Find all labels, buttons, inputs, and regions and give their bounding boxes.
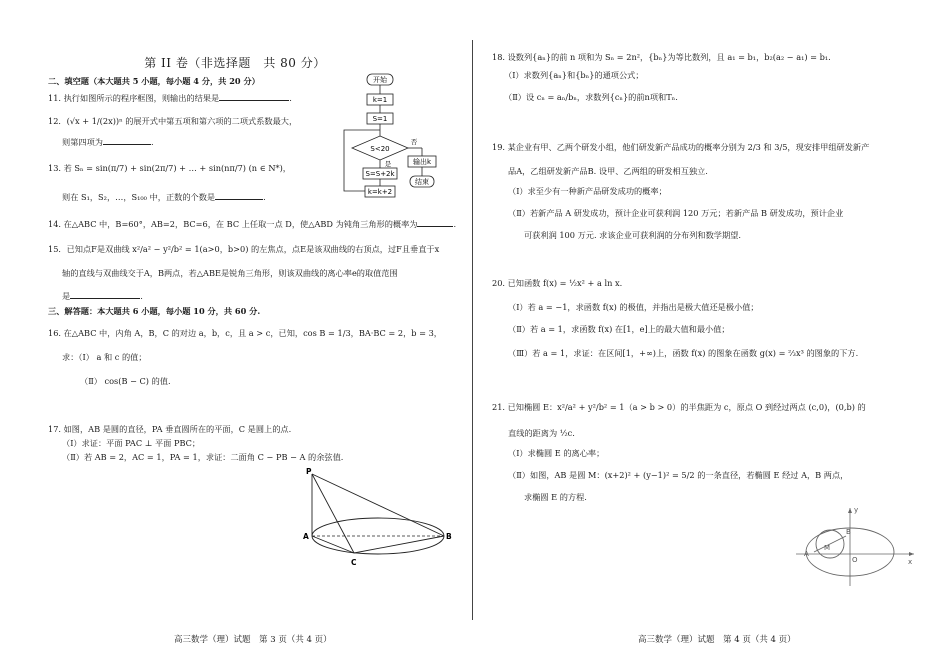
question-20-line2: （Ⅰ）若 a = −1，求函数 f(x) 的极值，并指出是极大值还是极小值； xyxy=(508,302,759,312)
answer-blank-14[interactable] xyxy=(417,218,453,227)
flowchart-output-label: 输出k xyxy=(412,158,432,166)
section-3-heading: 三、解答题：本大题共 6 小题，每小题 10 分，共 60 分. xyxy=(48,306,261,316)
point-label-a: A xyxy=(804,550,809,558)
axis-label-x: x xyxy=(908,558,913,566)
question-21-line4: （Ⅱ）如图，AB 是圆 M：(x+2)² + (y−1)² = 5/2 的一条直径，若椭圆 E 经过 A，B 两点， xyxy=(508,470,849,480)
question-18-line2: （Ⅰ）求数列{aₙ}和{bₙ}的通项公式； xyxy=(504,70,644,80)
flowchart-end-label: 结束 xyxy=(415,178,429,186)
question-19-line3: （Ⅰ）求至少有一种新产品研发成功的概率； xyxy=(508,186,667,196)
question-21-line1: 21. 已知椭圆 E：x²/a² + y²/b² = 1（a > b > 0）的半焦距为 c，原点 O 到经过两点 (c,0)，(0,b) 的 xyxy=(492,402,866,412)
question-16-line1: 16. 在△ABC 中，内角 A，B，C 的对边 a，b，c，且 a > c，已知，cos B = 1/3，BA·BC = 2，b = 3， xyxy=(48,328,442,338)
answer-blank-11[interactable] xyxy=(219,92,289,101)
page-divider xyxy=(472,40,473,620)
question-21-line2: 直线的距离为 ½c. xyxy=(508,428,575,438)
question-15-line2: 轴的直线与双曲线交于A，B两点，若△ABE是锐角三角形，则该双曲线的离心率e的取值范围 xyxy=(62,268,398,278)
flowchart-init-s-label: S=1 xyxy=(372,115,388,123)
question-18-line3: （Ⅱ）设 cₙ = aₙ/bₙ，求数列{cₙ}的前n项和Tₙ. xyxy=(504,92,678,102)
page-footer-left: 高三数学（理）试题 第 3 页（共 4 页） xyxy=(174,635,332,645)
question-19-line1: 19. 某企业有甲、乙两个研发小组，他们研发新产品成功的概率分别为 2/3 和 3/5，现安排甲组研发新产 xyxy=(492,142,870,152)
point-label-b: B xyxy=(846,528,851,536)
ellipse-figure-21 xyxy=(790,500,920,592)
question-16-line2: 求：（Ⅰ） a 和 c 的值； xyxy=(62,352,147,362)
question-20-line1: 20. 已知函数 f(x) = ½x² + a ln x. xyxy=(492,278,623,288)
flowchart-no-label: 否 xyxy=(410,138,418,146)
geometry-figure-17 xyxy=(298,466,458,574)
section-title: 第 II 卷（非选择题 共 80 分） xyxy=(144,56,326,70)
flowchart-init-k-label: k=1 xyxy=(372,96,388,104)
answer-blank-12[interactable] xyxy=(103,136,151,145)
question-12-line2: 则第四项为 . xyxy=(62,137,154,147)
question-13-line1: 13. 若 Sₙ = sin(π/7) + sin(2π/7) + … + sin(nπ/7) (n ∈ N*)， xyxy=(48,163,291,173)
question-11: 11. 执行如图所示的程序框图，则输出的结果是 . xyxy=(48,93,292,103)
question-14: 14. 在△ABC 中，B=60°，AB=2，BC=6，在 BC 上任取一点 D，使△ABD 为钝角三角形的概率为 . xyxy=(48,219,457,229)
axis-label-y: y xyxy=(854,506,859,514)
point-label-b: B xyxy=(446,532,452,541)
point-label-c: C xyxy=(351,558,357,567)
question-18-line1: 18. 设数列{aₙ}的前 n 项和为 Sₙ = 2n²，{bₙ}为等比数列，且 a₁ = b₁，b₂(a₂ − a₁) = b₁. xyxy=(492,52,831,62)
question-21-line3: （Ⅰ）求椭圆 E 的离心率； xyxy=(508,448,605,458)
circle-center-label: M xyxy=(824,544,831,552)
origin-label: O xyxy=(852,556,858,564)
point-label-p: P xyxy=(306,467,312,476)
flowchart-yes-label: 是 xyxy=(384,160,392,168)
question-17-line2: （Ⅰ）求证：平面 PAC ⊥ 平面 PBC； xyxy=(62,438,201,448)
flowchart-update-k-label: k=k+2 xyxy=(367,188,393,196)
question-21-line5: 求椭圆 E 的方程. xyxy=(524,492,587,502)
question-15-line3: 是 . xyxy=(62,291,143,301)
answer-blank-13[interactable] xyxy=(215,191,263,200)
flowchart-condition-label: S<20 xyxy=(370,145,390,153)
question-19-line4: （Ⅱ）若新产品 A 研发成功，预计企业可获利润 120 万元；若新产品 B 研发成功，预计企业 xyxy=(508,208,844,218)
exam-page-4 xyxy=(478,0,950,672)
program-flowchart xyxy=(336,70,446,202)
page-footer-right: 高三数学（理）试题 第 4 页（共 4 页） xyxy=(638,635,796,645)
flowchart-start-label: 开始 xyxy=(373,76,387,84)
question-19-line5: 可获利润 100 万元. 求该企业可获利润的分布列和数学期望. xyxy=(524,230,741,240)
section-2-heading: 二、填空题（本大题共 5 小题，每小题 4 分，共 20 分） xyxy=(48,76,260,86)
question-19-line2: 品A，乙组研发新产品B. 设甲、乙两组的研发相互独立. xyxy=(508,166,708,176)
question-17-line3: （Ⅱ）若 AB = 2，AC = 1，PA = 1，求证：二面角 C − PB − A 的余弦值. xyxy=(62,452,344,462)
question-17-line1: 17. 如图，AB 是圆的直径，PA 垂直圆所在的平面，C 是圆上的点. xyxy=(48,424,292,434)
question-13-line2: 则在 S₁，S₂，…，S₁₀₀ 中，正数的个数是 . xyxy=(62,192,266,202)
question-12-line1: 12．(√x + 1/(2x))ⁿ 的展开式中第五项和第六项的二项式系数最大， xyxy=(48,116,298,126)
exam-page-3 xyxy=(0,0,470,672)
point-label-a: A xyxy=(303,532,309,541)
question-20-line3: （Ⅱ）若 a = 1，求函数 f(x) 在[1，e]上的最大值和最小值； xyxy=(508,324,730,334)
question-20-line4: （Ⅲ）若 a = 1，求证：在区间[1，+∞)上，函数 f(x) 的图象在函数 g(x) = ⅔x³ 的图象的下方. xyxy=(508,348,859,358)
answer-blank-15[interactable] xyxy=(70,290,140,299)
question-15-line1: 15．已知点F是双曲线 x²/a² − y²/b² = 1(a>0，b>0) 的左焦点，点E是该双曲线的右顶点，过F且垂直于x xyxy=(48,244,440,254)
question-16-line3: （Ⅱ） cos(B − C) 的值. xyxy=(80,376,171,386)
flowchart-update-s-label: S=S+2k xyxy=(365,170,395,178)
